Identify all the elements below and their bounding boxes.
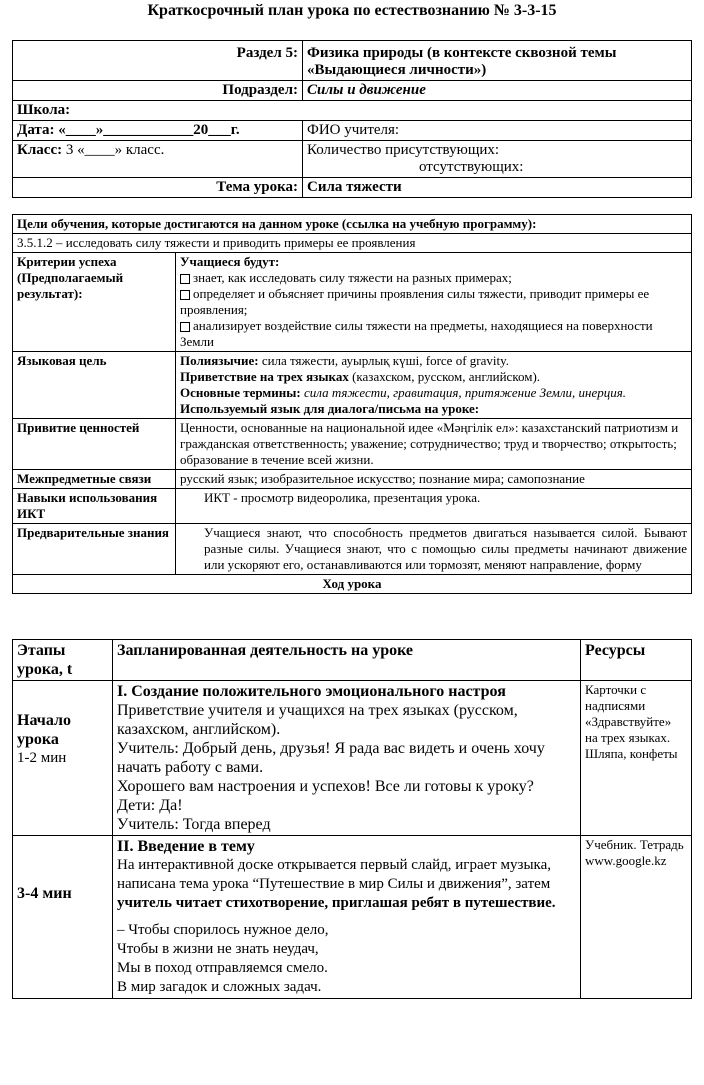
absent-label: отсутствующих: xyxy=(419,159,524,175)
present-label: Количество присутствующих: xyxy=(307,142,500,158)
subsection-label: Подраздел: xyxy=(13,81,303,101)
terms-value: сила тяжести, гравитация, притяжение Земли, инерция. xyxy=(300,385,627,400)
ict-text: ИКТ - просмотр видеоролика, презентация урока. xyxy=(176,489,692,524)
values-text: Ценности, основанные на национальной идее «Мәңгілік ел»: казахстанский патриотизм и гражданская ответственность; уважение; сотрудничество; труд и творчество; открытость; образование в течение всей жизни. xyxy=(176,419,692,470)
section-value: Физика природы (в контексте сквозной темы «Выдающиеся личности») xyxy=(303,41,692,81)
interdisciplinary-text: русский язык; изобразительное искусство; познание мира; самопознание xyxy=(176,470,692,489)
greeting-value: (казахском, русском, английском). xyxy=(348,369,541,384)
ict-label: Навыки использования ИКТ xyxy=(13,489,176,524)
prior-knowledge-text: Учащиеся знают, что способность предметов двигаться называется силой. Бывают разные силы. Учащиеся знают, что с помощью силы предметы начинают движение или ускоряют его, останавливаются или тормозят, меняют направление, форму xyxy=(176,524,692,575)
stage-cell xyxy=(13,681,113,836)
greeting-label: Приветствие на трех языках xyxy=(180,369,349,384)
activity-intro: На интерактивной доске открывается первый слайд, играет музыка, написана тема урока “Путешествие в мир Силы и движения”, затем учитель читает стихотворение, приглашая ребят в путешествие. xyxy=(117,857,556,911)
dialog-language: Используемый язык для диалога/письма на уроке: xyxy=(180,401,480,416)
interdisciplinary-label: Межпредметные связи xyxy=(13,470,176,489)
subsection-value: Силы и движение xyxy=(303,81,692,101)
values-label: Привитие ценностей xyxy=(13,419,176,470)
class-cell xyxy=(13,141,303,178)
criteria-item: анализирует воздействие силы тяжести на предметы, находящиеся на поверхности Земли xyxy=(180,318,653,349)
topic-value: Сила тяжести xyxy=(303,178,692,198)
objectives-text: 3.5.1.2 – исследовать силу тяжести и приводить примеры ее проявления xyxy=(13,234,692,253)
col-resources-header: Ресурсы xyxy=(581,640,692,681)
language-goal-cell xyxy=(176,352,692,419)
activity-line: Учитель: Тогда вперед xyxy=(117,816,271,833)
activity-heading: II. Введение в тему xyxy=(117,838,255,855)
language-goal-label: Языковая цель xyxy=(13,352,176,419)
checkbox-icon xyxy=(180,274,190,284)
date-label: Дата: «____»____________20___г. xyxy=(13,121,303,141)
topic-label: Тема урока: xyxy=(13,178,303,198)
lesson-table xyxy=(12,639,692,999)
criteria-intro: Учащиеся будут: xyxy=(180,254,280,269)
criteria-item: определяет и объясняет причины проявления силы тяжести, приводит примеры ее проявления; xyxy=(180,286,650,317)
col-stage-header: Этапы урока, t xyxy=(13,640,113,681)
prior-knowledge-label: Предварительные знания xyxy=(13,524,176,575)
objectives-heading: Цели обучения, которые достигаются на данном уроке (ссылка на учебную программу): xyxy=(13,215,692,234)
activity-heading: I. Создание положительного эмоционального настроя xyxy=(117,683,506,700)
header-table xyxy=(12,40,692,198)
resources-cell: Учебник. Тетрадь www.google.kz xyxy=(581,836,692,999)
stage-time: 1-2 мин xyxy=(17,750,67,766)
attendance-cell xyxy=(303,141,692,178)
terms-label: Основные термины: xyxy=(180,385,301,400)
activity-line: Приветствие учителя и учащихся на трех языках (русском, казахском, английском). xyxy=(117,702,518,738)
criteria-cell xyxy=(176,253,692,352)
checkbox-icon xyxy=(180,290,190,300)
poem-line: В мир загадок и сложных задач. xyxy=(117,979,322,995)
resources-cell: Карточки с надписями «Здравствуйте» на трех языках. Шляпа, конфеты xyxy=(581,681,692,836)
activity-cell xyxy=(113,836,581,999)
criteria-item: знает, как исследовать силу тяжести на разных примерах; xyxy=(180,270,687,286)
activity-line: Учитель: Добрый день, друзья! Я рада вас видеть и очень хочу начать работу с вами. xyxy=(117,740,545,776)
col-activity-header: Запланированная деятельность на уроке xyxy=(113,640,581,681)
school-label: Школа: xyxy=(13,101,692,121)
class-label: Класс: xyxy=(17,142,63,158)
class-value: 3 «____» класс. xyxy=(62,142,165,158)
poem-line: Мы в поход отправляемся смело. xyxy=(117,960,328,976)
lesson-course-heading: Ход урока xyxy=(13,575,692,594)
teacher-label: ФИО учителя: xyxy=(303,121,692,141)
poem-line: – Чтобы спорилось нужное дело, xyxy=(117,922,329,938)
details-table xyxy=(12,214,692,594)
activity-cell xyxy=(113,681,581,836)
stage-time: 3-4 мин xyxy=(13,836,113,999)
checkbox-icon xyxy=(180,322,190,332)
polylingual-label: Полиязычие: xyxy=(180,353,259,368)
activity-line: Дети: Да! xyxy=(117,797,183,814)
polylingual-value: сила тяжести, ауырлық күші, force of gravity. xyxy=(258,353,510,368)
page-title: Краткосрочный план урока по естествознанию № 3-3-15 xyxy=(147,2,557,19)
stage-name: Начало урока xyxy=(17,712,71,748)
criteria-label: Критерии успеха (Предполагаемый результат): xyxy=(13,253,176,352)
section-label: Раздел 5: xyxy=(13,41,303,81)
activity-line: Хорошего вам настроения и успехов! Все ли готовы к уроку? xyxy=(117,778,534,795)
poem-line: Чтобы в жизни не знать неудач, xyxy=(117,941,319,957)
